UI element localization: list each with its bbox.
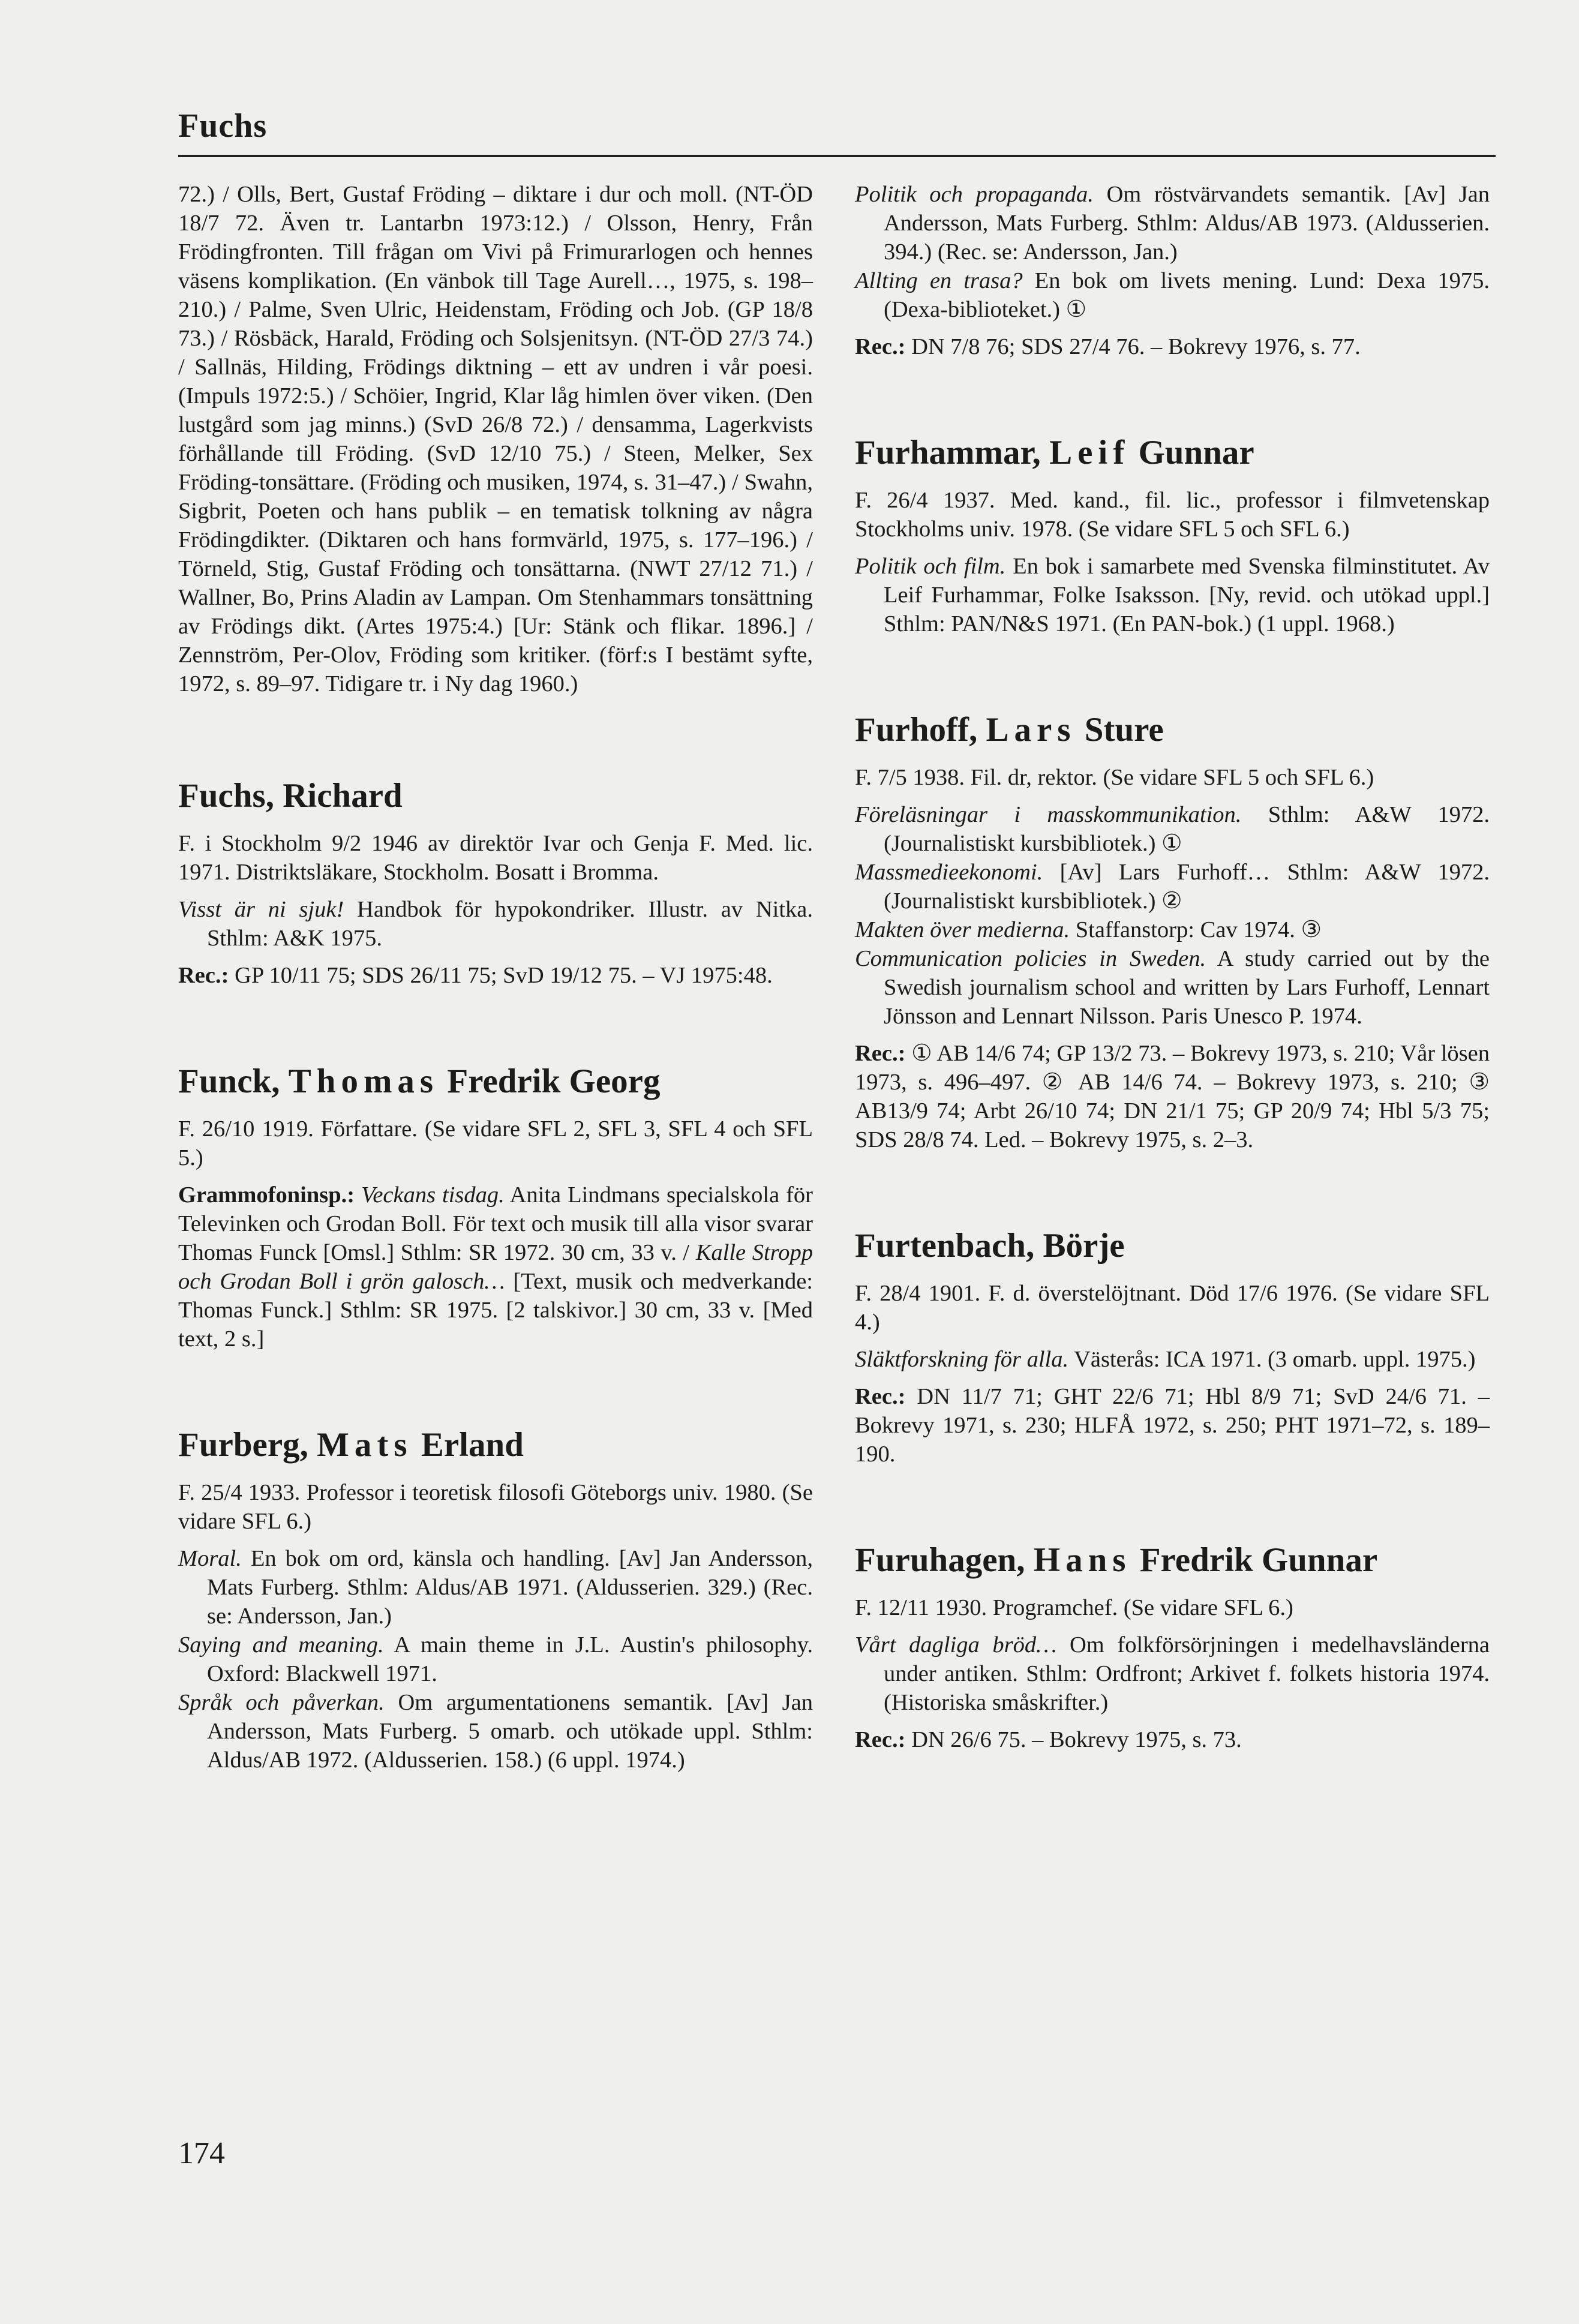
entry-surname: Furberg, — [178, 1426, 317, 1464]
work-details: [Av] Lars Furhoff… Sthlm: A&W 1972. (Journalistiskt kursbibliotek.) ② — [884, 860, 1490, 914]
work-title: Saying and meaning. — [178, 1632, 384, 1658]
continuation-paragraph: 72.) / Olls, Bert, Gustaf Fröding – diktare i dur och moll. (NT-ÖD 18/7 72. Även tr. Lantarbn 1973:12.) / Olsson, Henry, Från Frödingfronten. Till frågan om Vivi på Frimurarlogen och hennes väsens komplikation. (En vänbok till Tage Aurell…, 1975, s. 198–210.) / Palme, Sven Ulric, Heidenstam, Fröding och Job. (GP 18/8 73.) / Rösbäck, Harald, Fröding och Solsjenitsyn. (NT-ÖD 27/3 74.) / Sallnäs, Hilding, Frödings diktning – ett av undren i vår poesi. (Impuls 1972:5.) / Schöier, Ingrid, Klar låg himlen över viken. (Den lustgård som jag minns.) (SvD 26/8 72.) / densamma, Lagerkvists förhållande till Fröding. (SvD 12/10 75.) / Steen, Melker, Sex Fröding-tonsättare. (Fröding och musiken, 1974, s. 31–47.) / Swahn, Sigbrit, Poeten och hans publik – en tematisk tolkning av några Frödingdikter. (Diktaren och hans formvärld, 1975, s. 177–196.) / Törneld, Stig, Gustaf Fröding och tonsättarna. (NWT 27/12 71.) / Wallner, Bo, Prins Aladin av Lampan. Om Stenhammars tonsättning av Frödings dikt. (Artes 1975:4.) [Ur: Stänk och flikar. 1896.] / Zennström, Per-Olov, Fröding som kritiker. (förf:s I bestämt syfte, 1972, s. 89–97. Tidigare tr. i Ny dag 1960.) — [178, 182, 813, 696]
work-details: En bok om livets mening. Lund: Dexa 1975. (Dexa-biblioteket.) ① — [884, 268, 1490, 322]
entry-given-rest: Richard — [283, 777, 403, 815]
entry-heading — [178, 1062, 813, 1101]
entry-bio: F. 12/11 1930. Programchef. (Se vidare SFL 6.) — [855, 1595, 1293, 1620]
entry-furberg-mats — [178, 1425, 813, 1774]
entry-given-rest: Fredrik Gunnar — [1131, 1541, 1378, 1579]
entry-given-rest: Erland — [412, 1426, 524, 1464]
work-details: Västerås: ICA 1971. (3 omarb. uppl. 1975.) — [1068, 1347, 1476, 1372]
entry-surname: Furtenbach, — [855, 1227, 1043, 1265]
running-head: Fuchs — [178, 107, 268, 145]
reviews-label: Rec.: — [178, 963, 229, 988]
reviews-label: Rec.: — [855, 334, 906, 359]
work-item — [855, 1345, 1490, 1374]
entry-given-rest: Gunnar — [1130, 434, 1254, 472]
entry-bio: F. 26/10 1919. Författare. (Se vidare SFL 2, SFL 3, SFL 4 och SFL 5.) — [178, 1116, 813, 1170]
work-item — [855, 552, 1490, 638]
work-item — [178, 1544, 813, 1631]
continued-reviews — [855, 332, 1490, 361]
left-column — [178, 180, 813, 1783]
entry-surname: Furuhagen, — [855, 1541, 1034, 1579]
recording-title: Kalle Stropp och Grodan Boll i grön galosch… — [178, 1240, 813, 1294]
entry-fuchs-richard — [178, 776, 813, 990]
work-title: Språk och påverkan. — [178, 1690, 385, 1715]
entry-reviews — [855, 1382, 1490, 1469]
work-item — [855, 800, 1490, 858]
entry-furhammar-leif — [855, 433, 1490, 638]
work-title: Visst är ni sjuk! — [178, 897, 344, 922]
work-title: Föreläsningar i masskommunikation. — [855, 802, 1242, 827]
work-details: Handbok för hypokondriker. Illustr. av Nitka. Sthlm: A&K 1975. — [207, 897, 813, 951]
entry-furuhagen-hans — [855, 1541, 1490, 1754]
work-details: Staffanstorp: Cav 1974. ③ — [1070, 917, 1322, 942]
entry-heading — [855, 1541, 1490, 1580]
reviews-text: ① AB 14/6 74; GP 13/2 73. – Bokrevy 1973, s. 210; Vår lösen 1973, s. 496–497. ② AB 14/6 74. – Bokrevy 1973, s. 210; ③ AB13/9 74; Arbt 26/10 74; DN 21/1 75; GP 20/9 74; Hbl 5/3 75; SDS 28/8 74. Led. – Bokrevy 1975, s. 2–3. — [855, 1041, 1490, 1152]
entry-funck-thomas — [178, 1062, 813, 1353]
entry-given-spaced: Hans — [1033, 1541, 1131, 1579]
reviews-text: GP 10/11 75; SDS 26/11 75; SvD 19/12 75. – VJ 1975:48. — [229, 963, 773, 988]
recording-details: Anita Lindmans specialskola för Televinken och Grodan Boll. För text och musik till alla visor svarar Thomas Funck [Omsl.] Sthlm: SR 1972. 30 cm, 33 v. / — [178, 1182, 813, 1265]
header-rule — [178, 155, 1496, 157]
right-column — [855, 180, 1490, 1754]
work-item — [855, 915, 1490, 944]
work-details: A study carried out by the Swedish journalism school and written by Lars Furhoff, Lennart Jönsson and Lennart Nilsson. Paris Unesco P. 1974. — [884, 946, 1490, 1029]
work-item — [855, 1631, 1490, 1717]
entry-bio: F. 28/4 1901. F. d. överstelöjtnant. Död 17/6 1976. (Se vidare SFL 4.) — [855, 1281, 1490, 1335]
entry-works — [855, 1345, 1490, 1374]
entry-surname: Furhoff, — [855, 711, 986, 749]
reviews-label: Rec.: — [855, 1727, 906, 1752]
work-item — [178, 1688, 813, 1774]
entry-works — [855, 800, 1490, 1031]
page-number: 174 — [178, 2136, 225, 2170]
work-details: Sthlm: A&W 1972. (Journalistiskt kursbibliotek.) ① — [884, 802, 1490, 856]
work-item — [855, 858, 1490, 915]
work-details: En bok om ord, känsla och handling. [Av] Jan Andersson, Mats Furberg. Sthlm: Aldus/AB 1971. (Aldusserien. 329.) (Rec. se: Andersson, Jan.) — [207, 1546, 813, 1629]
entry-recordings — [178, 1181, 813, 1353]
work-item — [178, 1631, 813, 1688]
entry-given-rest: Sture — [1076, 711, 1164, 749]
entry-given-spaced: Lars — [986, 711, 1076, 749]
continued-works — [855, 180, 1490, 324]
reviews-text: DN 7/8 76; SDS 27/4 76. – Bokrevy 1976, s. 77. — [905, 334, 1361, 359]
entry-reviews — [855, 1039, 1490, 1154]
work-title: Vårt dagliga bröd… — [855, 1632, 1057, 1658]
entry-heading — [178, 776, 813, 816]
work-title: Massmedieekonomi. — [855, 860, 1043, 885]
work-details: Om röstvärvandets semantik. [Av] Jan Andersson, Mats Furberg. Sthlm: Aldus/AB 1973. (Aldusserien. 394.) (Rec. se: Andersson, Jan.) — [884, 182, 1490, 265]
work-item — [855, 180, 1490, 266]
entry-works — [855, 552, 1490, 638]
entry-reviews — [855, 1725, 1490, 1754]
work-title: Allting en trasa? — [855, 268, 1023, 293]
entry-heading — [178, 1425, 813, 1465]
recording-details: [Text, musik och medverkande: Thomas Funck.] Sthlm: SR 1975. [2 talskivor.] 30 cm, 33 v. [Med text, 2 s.] — [178, 1269, 813, 1352]
reviews-label: Rec.: — [855, 1384, 906, 1409]
recording-title: Veckans tisdag. — [361, 1182, 505, 1208]
reviews-text: DN 11/7 71; GHT 22/6 71; Hbl 8/9 71; SvD 24/6 71. – Bokrevy 1971, s. 230; HLFÅ 1972, s. 250; PHT 1971–72, s. 189–190. — [855, 1384, 1490, 1467]
work-title: Politik och film. — [855, 554, 1006, 579]
work-item — [855, 944, 1490, 1031]
entry-works — [178, 1544, 813, 1774]
entry-heading — [855, 710, 1490, 750]
entry-given-rest: Börje — [1043, 1227, 1125, 1265]
entry-works — [178, 895, 813, 953]
entry-bio: F. i Stockholm 9/2 1946 av direktör Ivar och Genja F. Med. lic. 1971. Distriktsläkare, Stockholm. Bosatt i Bromma. — [178, 831, 813, 885]
reviews-text: DN 26/6 75. – Bokrevy 1975, s. 73. — [905, 1727, 1242, 1752]
entry-reviews — [178, 961, 813, 990]
work-title: Communication policies in Sweden. — [855, 946, 1206, 971]
entry-heading — [855, 1226, 1490, 1266]
entry-given-spaced: Leif — [1049, 434, 1130, 472]
work-item — [855, 266, 1490, 324]
entry-bio: F. 7/5 1938. Fil. dr, rektor. (Se vidare SFL 5 och SFL 6.) — [855, 765, 1374, 790]
entry-furhoff-lars — [855, 710, 1490, 1154]
work-details: Om folkförsörjningen i medelhavsländerna under antiken. Sthlm: Ordfront; Arkivet f. folkets historia 1974. (Historiska småskrifter.) — [884, 1632, 1490, 1715]
entry-given-spaced: Mats — [317, 1426, 413, 1464]
entry-surname: Fuchs, — [178, 777, 283, 815]
work-item — [178, 895, 813, 953]
work-details: A main theme in J.L. Austin's philosophy. Oxford: Blackwell 1971. — [207, 1632, 813, 1686]
entry-works — [855, 1631, 1490, 1717]
entry-heading — [855, 433, 1490, 473]
entry-surname: Funck, — [178, 1062, 289, 1100]
work-details: En bok i samarbete med Svenska filminstitutet. Av Leif Furhammar, Folke Isaksson. [Ny, revid. och utökad uppl.] Sthlm: PAN/N&S 1971. (En PAN-bok.) (1 uppl. 1968.) — [884, 554, 1490, 636]
work-title: Släktforskning för alla. — [855, 1347, 1069, 1372]
work-title: Politik och propaganda. — [855, 182, 1094, 207]
entry-bio: F. 25/4 1933. Professor i teoretisk filosofi Göteborgs univ. 1980. (Se vidare SFL 6.) — [178, 1480, 813, 1534]
work-details: Om argumentationens semantik. [Av] Jan Andersson, Mats Furberg. 5 omarb. och utökade uppl. Sthlm: Aldus/AB 1972. (Aldusserien. 158.) (6 uppl. 1974.) — [207, 1690, 813, 1773]
entry-given-spaced: Thomas — [288, 1062, 439, 1100]
recordings-label: Grammofoninsp.: — [178, 1182, 355, 1208]
entry-given-rest: Fredrik Georg — [439, 1062, 661, 1100]
work-title: Makten över medierna. — [855, 917, 1070, 942]
work-title: Moral. — [178, 1546, 242, 1571]
entry-surname: Furhammar, — [855, 434, 1050, 472]
entry-bio: F. 26/4 1937. Med. kand., fil. lic., professor i filmvetenskap Stockholms univ. 1978. (Se vidare SFL 5 och SFL 6.) — [855, 488, 1490, 542]
entry-furtenbach-borje — [855, 1226, 1490, 1469]
reviews-label: Rec.: — [855, 1041, 906, 1066]
